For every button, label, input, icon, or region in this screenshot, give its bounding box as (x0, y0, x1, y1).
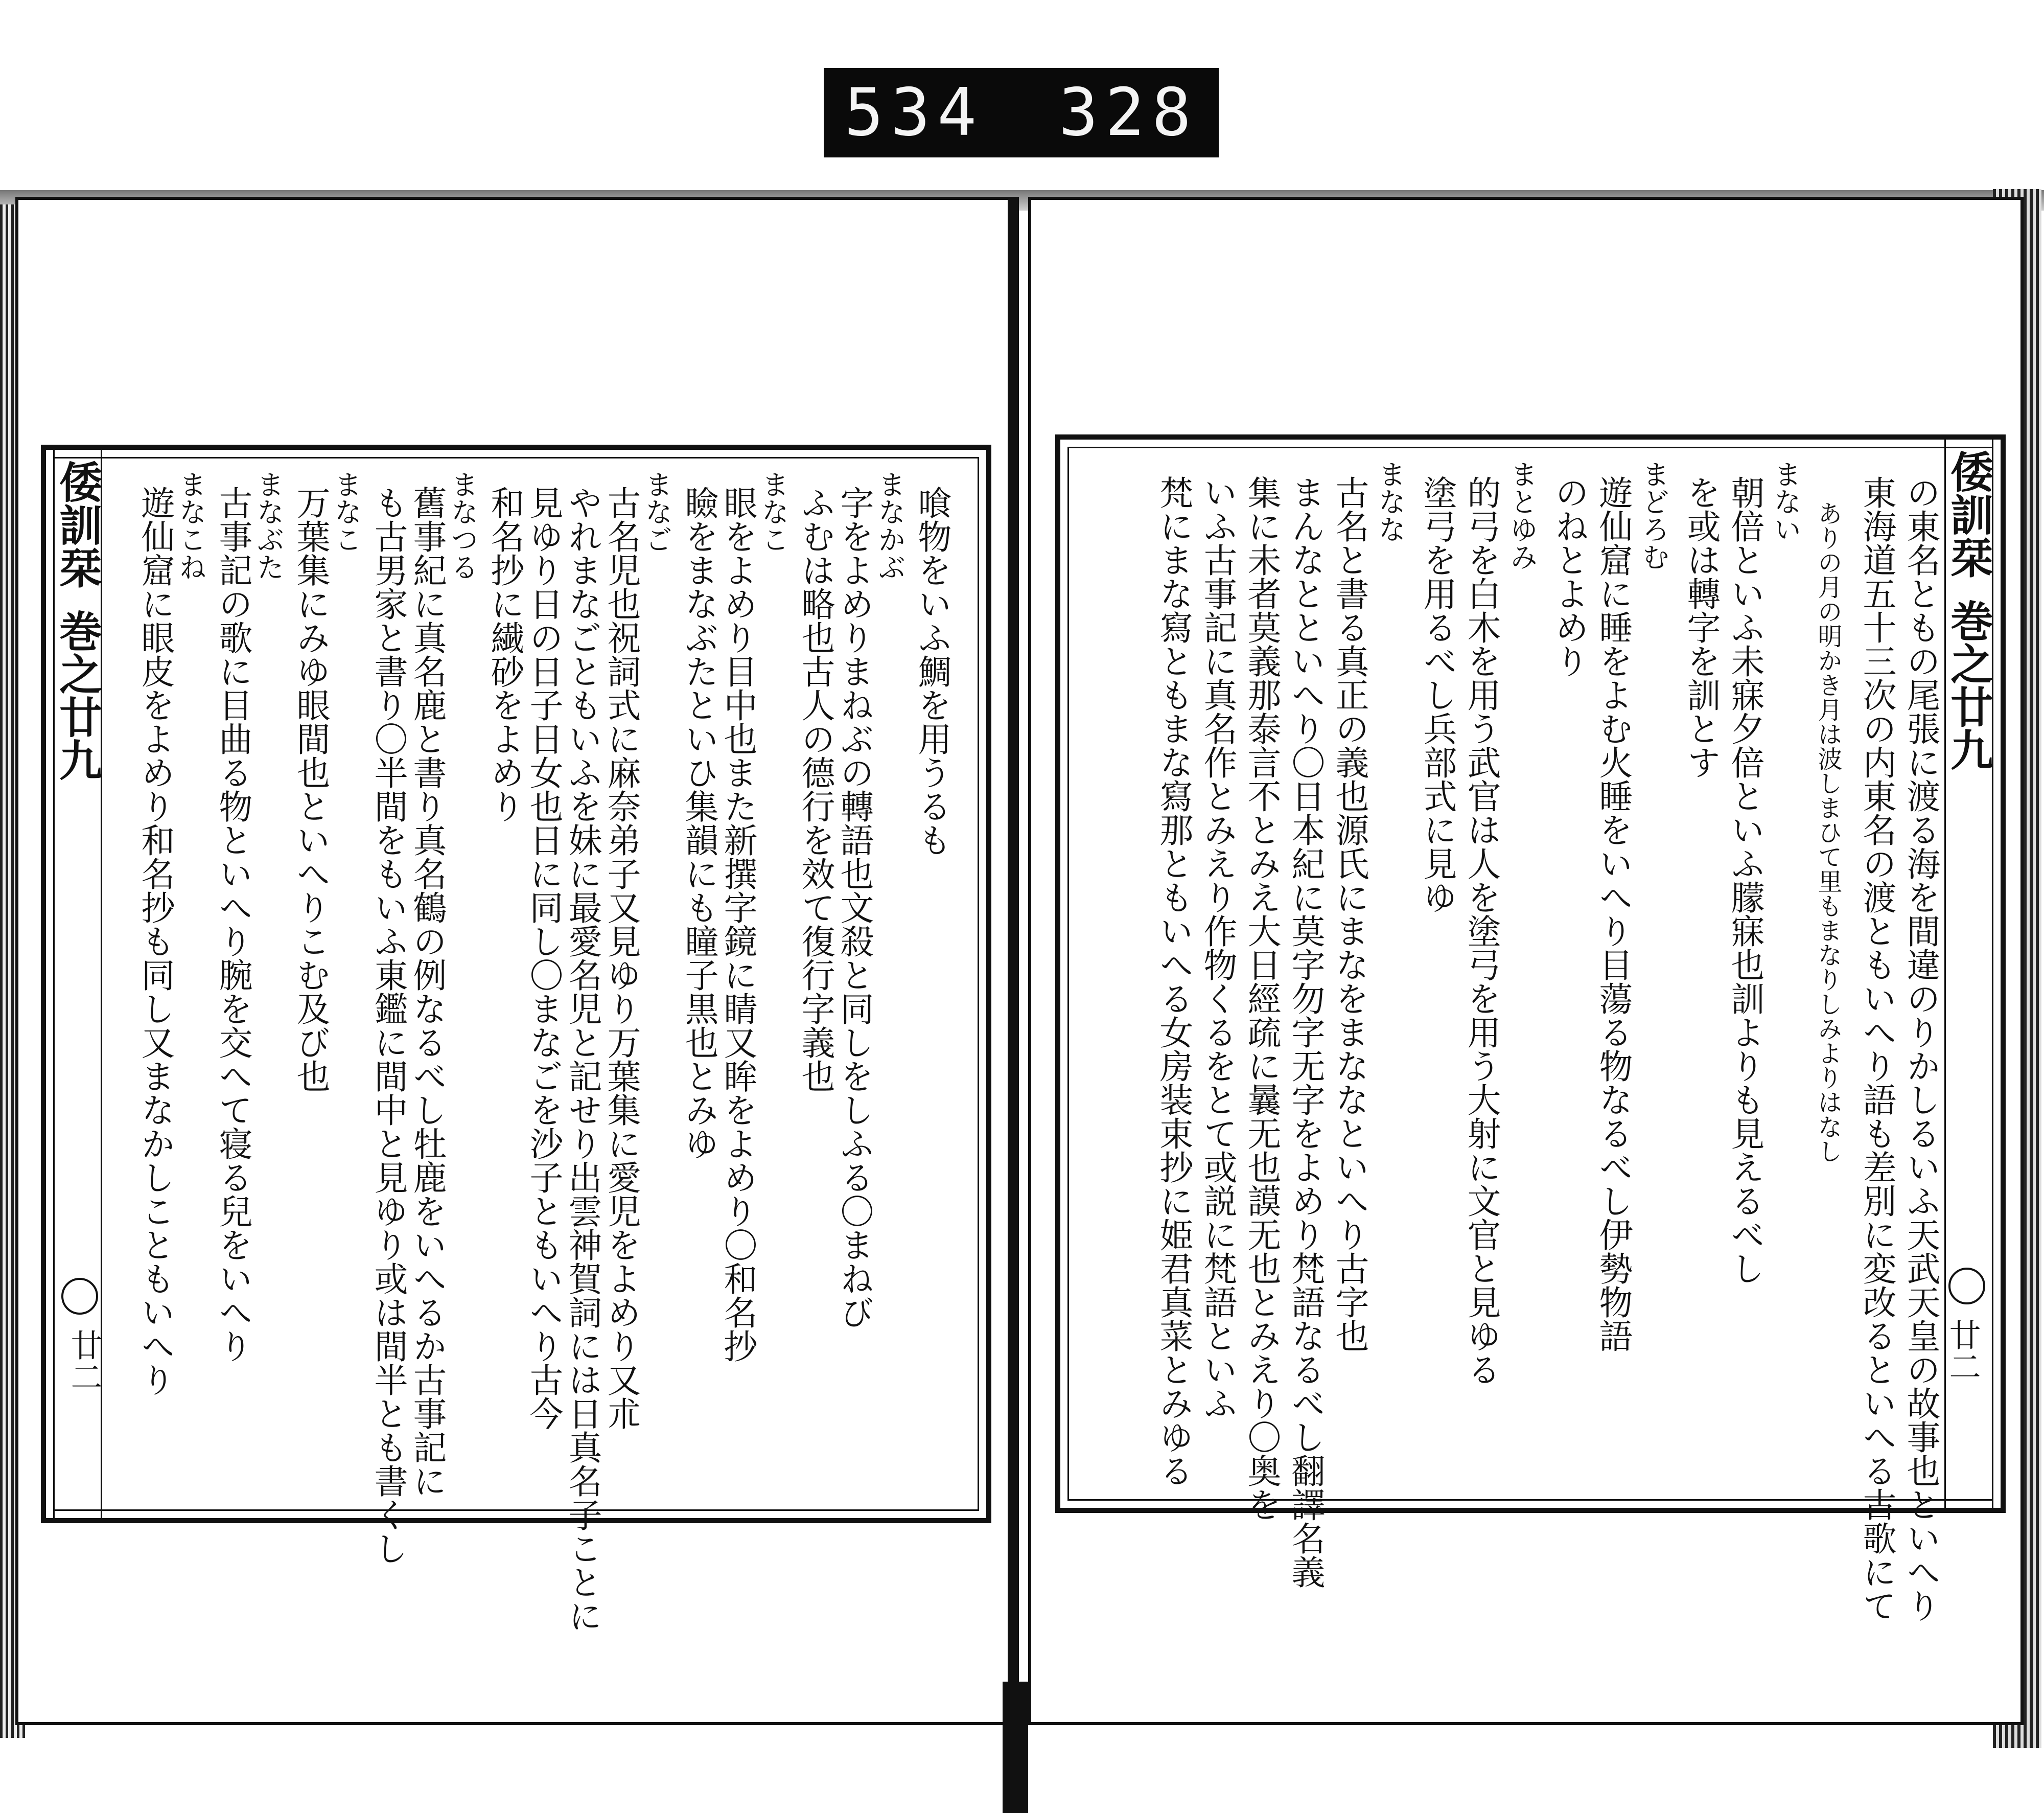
text-column: 集に未者莫義那泰言不とみえ大日經疏に曩无也謨无也とみえり〇奥を (1242, 475, 1281, 1521)
text-column: の東名ともの尾張に渡る海を間違のりかしるいふ天武天皇の故事也といへり (1901, 475, 1940, 1622)
text-column: も古男家と書り〇半間をもいふ東鑑に間中と見ゆり或は間半とも書くし (368, 486, 408, 1565)
right-folio: 廿二 (1944, 1319, 1981, 1382)
catalog-number-left: 534 (844, 75, 984, 151)
text-column: 遊仙窟に眼皮をよめり和名抄も同し又まなかしこともいへり (135, 486, 175, 1396)
left-title: 倭訓栞 (52, 460, 103, 589)
text-column: のねとよめり (1549, 475, 1589, 678)
right-volume: 巻之廿九 (1943, 599, 1994, 771)
entry-headword: まどろむ (1638, 460, 1670, 570)
right-folio-circle (1948, 1268, 1985, 1304)
entry-headword: まなな (1374, 460, 1406, 543)
text-column: 東海道五十三次の内東名の渡ともいへり語も差別に変改るといへる古歌にて (1857, 475, 1896, 1622)
text-column: 舊事紀に真名鹿と書り真名鶴の例なるべし牡鹿をいへるか古事記に (407, 486, 447, 1498)
text-column: 古名と書る真正の義也源氏にまなをまななといへり古字也 (1330, 475, 1369, 1352)
text-column: 朝倍といふ未寐夕倍といふ朦寐也訓よりも見えるべし (1725, 475, 1764, 1285)
text-column: 梵にまな寫ともまな寫那ともいへる女房装束抄に姫君真菜とみゆる (1154, 475, 1193, 1487)
entry-headword: まとゆみ (1506, 460, 1538, 570)
entry-headword: まなこ (757, 470, 789, 553)
entry-headword: まなこ (330, 470, 362, 553)
text-column: やれまなごともいふを妹に最愛名児と記せり出雲神賀詞には日真名子ことに (563, 486, 602, 1633)
text-column: 的弓を白木を用う武官は人を塗弓を用う大射に文官と見ゆる (1461, 475, 1501, 1386)
right-text-frame (1055, 434, 2006, 1622)
catalog-number-right: 328 (1058, 75, 1198, 151)
left-volume: 巻之廿九 (52, 609, 103, 781)
text-column: 古事記の歌に目曲る物といへり腕を交へて寝る兒をいへり (213, 486, 252, 1363)
text-column: 見ゆり日の日子日女也日に同し〇まなごを沙子ともいへり古今 (524, 486, 563, 1430)
text-column: 万葉集にみゆ眼間也といへりこむ及び也 (291, 486, 330, 1093)
text-column: 瞼をまなぶたといひ集韻にも瞳子黒也とみゆ (679, 486, 718, 1160)
entry-headword: まない (1770, 460, 1802, 543)
entry-headword: まなかぶ (874, 470, 906, 581)
left-folio: 廿二 (65, 1329, 103, 1392)
entry-headword: まなつる (447, 470, 479, 581)
text-column: 和名抄に繊砂をよめり (485, 486, 524, 823)
entry-headword: まなぶた (252, 470, 285, 581)
text-column: 古名児也祝詞式に麻奈弟子又見ゆり万葉集に愛児をよめり又朮 (601, 486, 641, 1430)
text-column: まんなとといへり〇日本紀に莫字勿字无字をよめり梵語なるべし翻譯名義 (1286, 475, 1325, 1589)
text-column: いふ古事記に真名作とみえり作物くるをとて或説に梵語といふ (1198, 475, 1237, 1420)
text-column: 喰物をいふ鯛を用うるも (912, 486, 951, 857)
text-column: 塗弓を用るべし兵部式に見ゆ (1418, 475, 1457, 914)
text-column: ふむは略也古人の德行を效て復行字義也 (796, 486, 835, 1093)
text-column: 字をよめりまねぶの轉語也文殺と同しをしふる〇まねび (834, 486, 874, 1329)
right-title: 倭訓栞 (1943, 450, 1994, 579)
left-folio-circle (61, 1278, 98, 1315)
poem-note: ありの月の明かき月は波しまひて里もまなりしみよりはなし (1814, 501, 1842, 1163)
text-column: 遊仙窟に睡をよむ火睡をいへり目蕩る物なるべし伊勢物語 (1593, 475, 1633, 1352)
text-column: 眼をよめり目中也また新撰字鏡に睛又眸をよめり〇和名抄 (718, 486, 757, 1363)
book-spine (1011, 197, 1019, 1730)
text-column: を或は轉字を訓とす (1681, 475, 1721, 779)
left-text-frame (41, 445, 991, 1633)
catalog-number-plate (824, 68, 1219, 157)
spine-tab (1003, 1682, 1028, 1813)
entry-headword: まなこね (175, 470, 207, 581)
entry-headword: まなご (641, 470, 673, 553)
